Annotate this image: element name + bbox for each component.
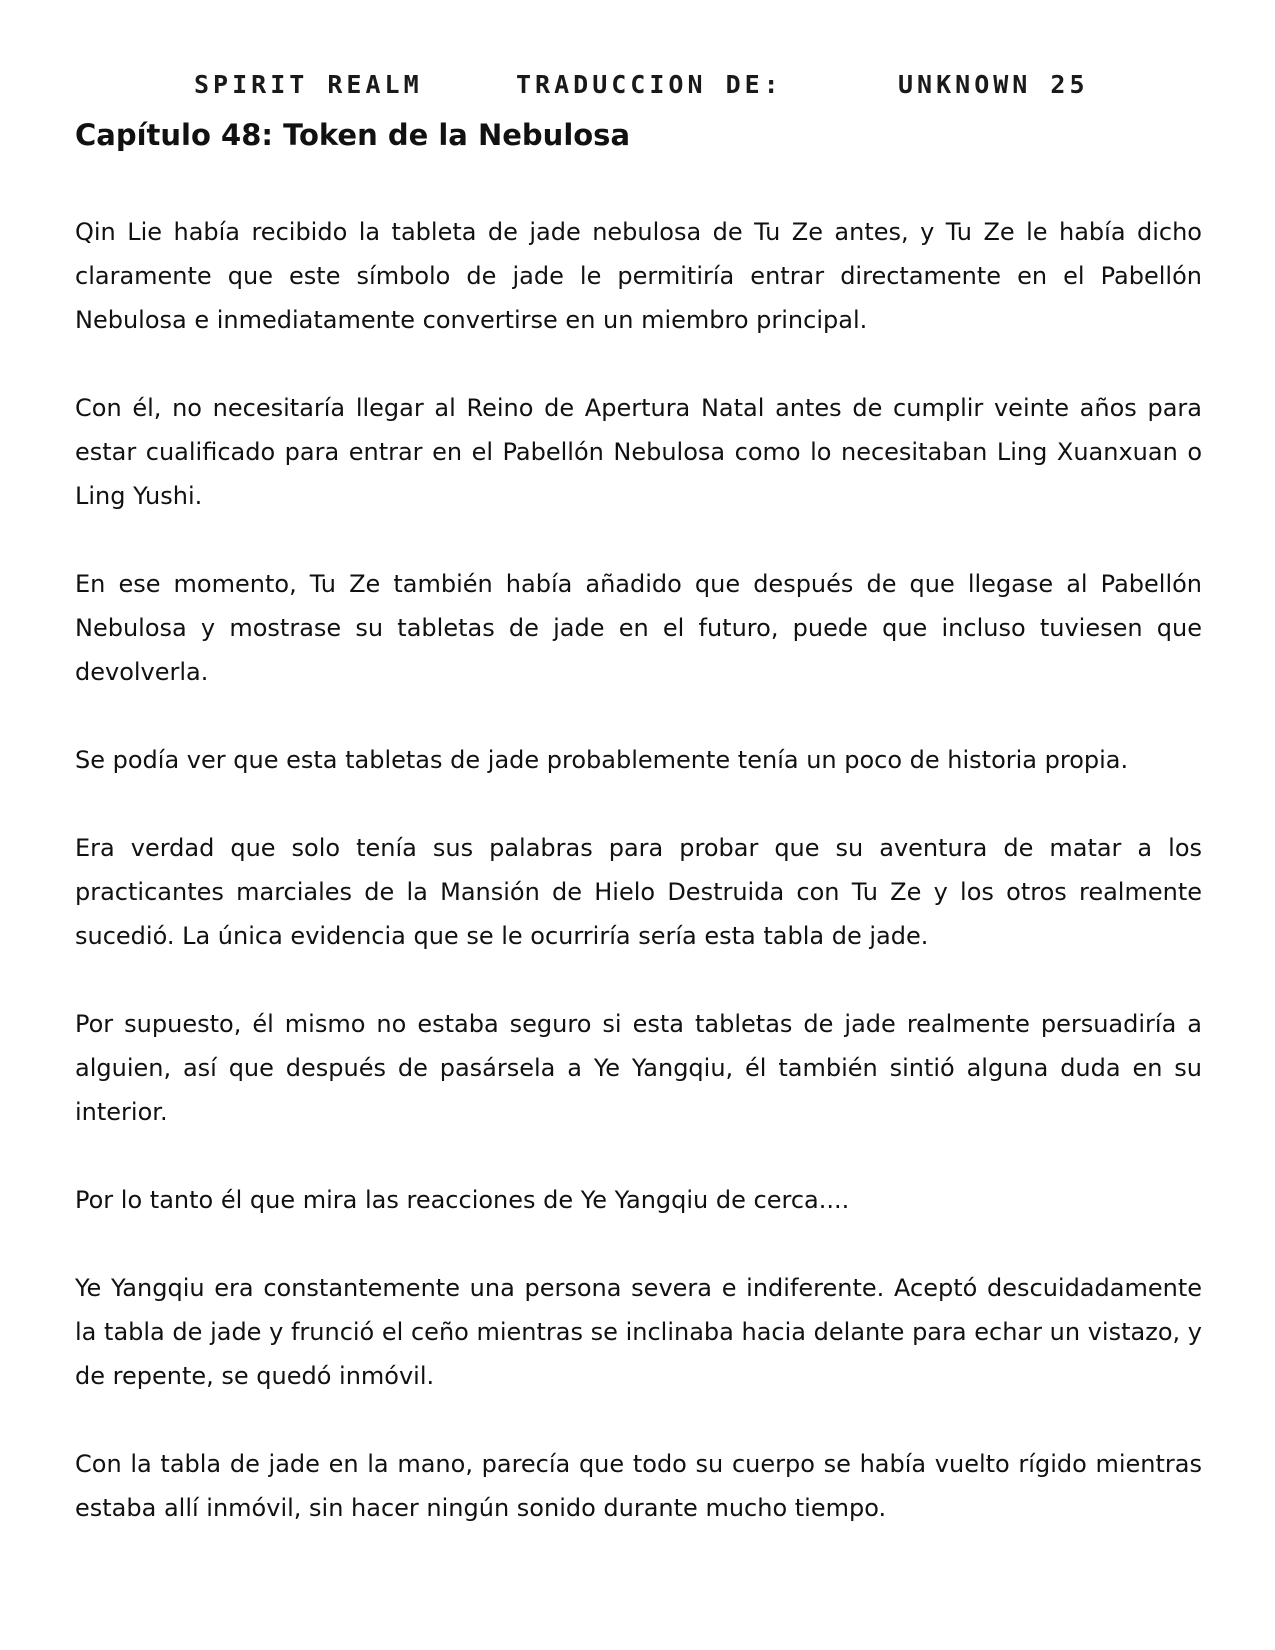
chapter-title: Capítulo 48: Token de la Nebulosa [75, 118, 631, 152]
paragraph: Por lo tanto él que mira las reacciones de Ye Yangqiu de cerca.... [75, 1186, 850, 1214]
paragraph: Por supuesto, él mismo no estaba seguro si esta tabletas de jade realmente persuadiría a alguien, así que después de pasársela a Ye Yangqiu, él también sintió alguna duda en su interior. [75, 1010, 1202, 1126]
paragraph: Ye Yangqiu era constantemente una persona severa e indiferente. Aceptó descuidadamente la tabla de jade y frunció el ceño mientras se inclinaba hacia delante para echar un vistazo, y de repente, se quedó inmóvil. [75, 1274, 1202, 1390]
paragraph: Era verdad que solo tenía sus palabras para probar que su aventura de matar a los practicantes marciales de la Mansión de Hielo Destruida con Tu Ze y los otros realmente sucedió. La única evidencia que se le ocurriría sería esta tabla de jade. [75, 834, 1202, 950]
paragraph: Qin Lie había recibido la tableta de jade nebulosa de Tu Ze antes, y Tu Ze le había dicho claramente que este símbolo de jade le permitiría entrar directamente en el Pabellón Nebulosa e inmediatamente convertirse en un miembro principal. [75, 218, 1202, 334]
paragraph: Con él, no necesitaría llegar al Reino de Apertura Natal antes de cumplir veinte años para estar cualificado para entrar en el Pabellón Nebulosa como lo necesitaban Ling Xuanxuan o Ling Yushi. [75, 394, 1202, 510]
paragraph: Se podía ver que esta tabletas de jade probablemente tenía un poco de historia propia. [75, 746, 1129, 774]
header-translator-name: UNKNOWN 25 [898, 70, 1089, 99]
running-header [0, 70, 1275, 110]
paragraph: Con la tabla de jade en la mano, parecía que todo su cuerpo se había vuelto rígido mientras estaba allí inmóvil, sin hacer ningún sonido durante mucho tiempo. [75, 1450, 1202, 1522]
header-translation-label: TRADUCCION DE: [516, 70, 783, 99]
paragraph: En ese momento, Tu Ze también había añadido que después de que llegase al Pabellón Nebulosa y mostrase su tabletas de jade en el futuro, puede que incluso tuviesen que devolverla. [75, 570, 1202, 686]
header-series-title: SPIRIT REALM [194, 70, 423, 99]
chapter-body [75, 210, 1202, 1574]
